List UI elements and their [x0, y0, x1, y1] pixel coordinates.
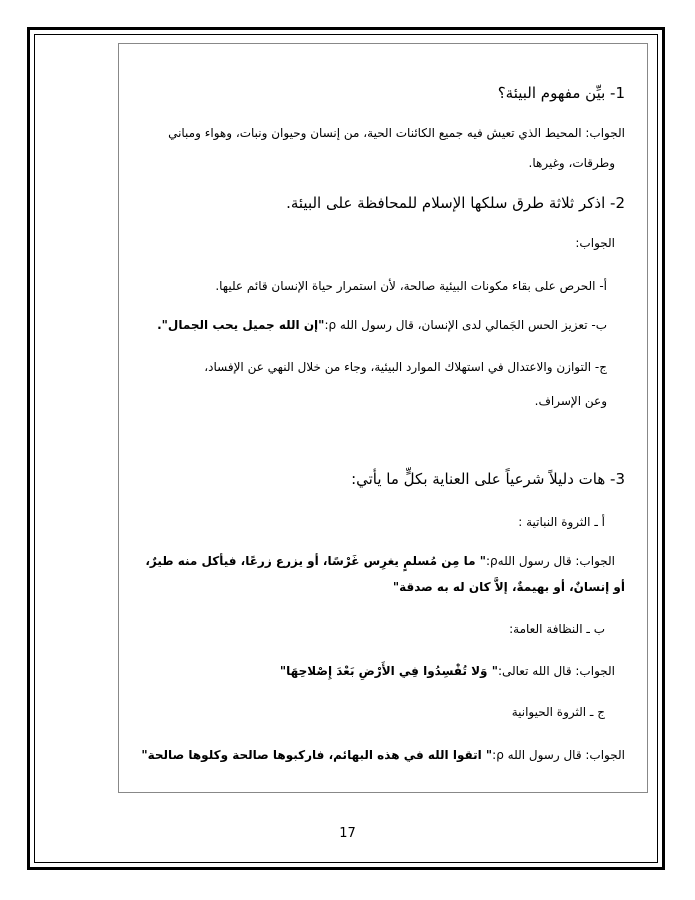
question-2-item-b	[117, 314, 607, 336]
question-3-title: 3- هات دليلاً شرعياً على العناية بكلٍّ ما يأتي:	[351, 470, 625, 488]
question-2-answer-label: الجواب:	[575, 236, 615, 250]
question-3-item-a-text: الجواب: قال رسول اللهρ:	[486, 554, 615, 568]
question-3-item-b-label: ب ـ النظافة العامة:	[509, 622, 605, 636]
question-2-item-b-text: ب- تعزيز الحس الجَمالي لدى الإنسان، قال رسول الله ρ:	[324, 318, 607, 332]
question-3-item-c-text: الجواب: قال رسول الله ρ:	[492, 748, 625, 762]
question-2-title: 2- اذكر ثلاثة طرق سلكها الإسلام للمحافظة على البيئة.	[286, 194, 625, 212]
question-2-item-b-quote: "إن الله جميل يحب الجمال".	[157, 318, 325, 332]
question-2-item-a: أ- الحرص على بقاء مكونات البيئية صالحة، لأن استمرار حياة الإنسان قائم عليها.	[215, 279, 607, 293]
page-number: 17	[339, 826, 356, 841]
question-3-item-b-text: الجواب: قال الله تعالى:	[497, 664, 615, 678]
question-3-item-c-label: ج ـ الثروة الحيوانية	[511, 705, 605, 719]
question-3-item-b-quote: " وَلا تُفْسِدُوا فِي الأَرْضِ بَعْدَ إِصْلاحِهَا"	[279, 664, 498, 678]
question-2-item-c-line-1: ج- التوازن والاعتدال في استهلاك الموارد البيئية، وجاء من خلال النهي عن الإفساد،	[204, 360, 607, 374]
question-3-item-a-quote-1: " ما مِن مُسلمٍ يغرِس غَرْسًا، أو يزرع زرعًا، فيأكل منه طيرٌ،	[145, 554, 486, 568]
question-2-item-c-line-2: وعن الإسراف.	[534, 394, 607, 408]
question-3-item-a-quote-2: أو إنسانٌ، أو بهيمةٌ، إلاَّ كان له به صدقة"	[392, 580, 625, 594]
question-3-item-a-answer-line-1	[125, 550, 615, 572]
question-3-item-c-quote: " اتقوا الله في هذه البهائم، فاركبوها صالحة وكلوها صالحة"	[141, 748, 493, 762]
question-1-title: 1- بيِّن مفهوم البيئة؟	[497, 84, 625, 102]
question-3-item-c-answer	[135, 744, 625, 766]
question-3-item-b-answer	[125, 660, 615, 682]
question-1-answer-line-2: وطرقات، وغيرها.	[528, 156, 615, 170]
question-1-answer-line-1: الجواب: المحيط الذي تعيش فيه جميع الكائنات الحية، من إنسان وحيوان ونبات، وهواء ومباني	[168, 126, 625, 140]
question-3-item-a-label: أ ـ الثروة النباتية :	[518, 515, 605, 529]
